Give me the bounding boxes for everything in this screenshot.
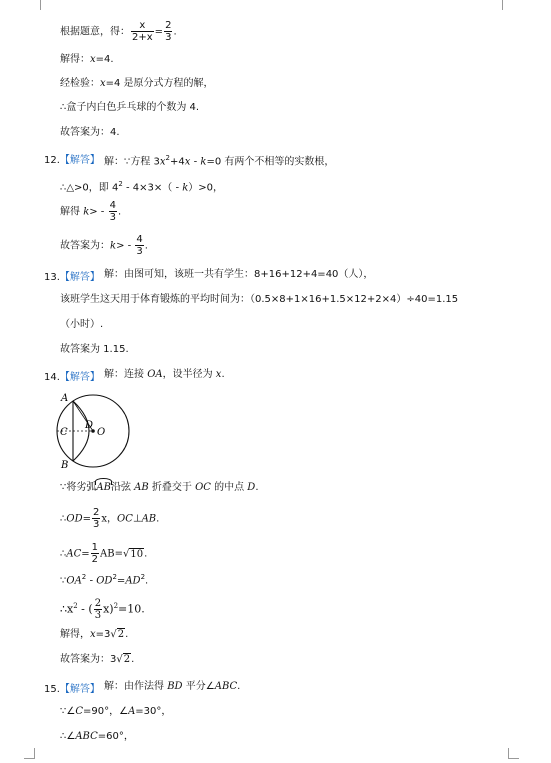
- fraction-2-over-3: $\frac{2}{3}$: [165, 20, 172, 43]
- answer-tag: 【解答】: [59, 155, 100, 166]
- q13-answer: 故答案为 1.15.: [60, 344, 129, 355]
- line-answer: 故答案为：4.: [60, 127, 120, 138]
- fraction-4-over-3: $\frac{4}{3}$: [109, 200, 116, 223]
- q12-answer: 故答案为：k> - $\frac{4}{3}$ .: [60, 234, 148, 257]
- q14-line-2: ∵将劣弧AB沿弦 AB 折叠交于 OC 的中点 D.: [60, 482, 259, 493]
- q13-line-2: 该班学生这天用于体育锻炼的平均时间为：（0.5×8+1×16+1.5×12+2×4）÷40=1.15: [60, 294, 459, 305]
- q12-line-3: 解得 k> - $\frac{4}{3}$ .: [60, 200, 122, 223]
- line-equation-setup: 根据题意，得： $\frac{x}{2+x}$ = $\frac{2}{3}$ .: [60, 20, 177, 43]
- q14-answer: 故答案为：3√2.: [60, 654, 135, 665]
- arc-ab-symbol: AB: [96, 482, 111, 493]
- fraction-4-over-3-answer: $\frac{4}{3}$: [136, 234, 143, 257]
- q12-line-2: ∴△>0，即 $4^2 - 4\times 3\times( - k)>0$，: [60, 180, 224, 194]
- fraction-2-over-3-eq: $\frac{2}{3}$: [94, 598, 102, 621]
- crop-mark-bottom-left: [24, 748, 35, 759]
- q13-line-3: （小时）.: [60, 319, 104, 330]
- crop-mark-top-right: [502, 0, 513, 10]
- label-c: C: [60, 427, 68, 438]
- crop-mark-bottom-right: [508, 748, 519, 759]
- q14-line-1: 解：连接 OA，设半径为 x.: [104, 369, 225, 380]
- q14-line-3: ∴OD= $\frac{2}{3}$ x，OC⊥AB.: [60, 507, 160, 530]
- question-14-number: 14.【解答】: [44, 372, 100, 383]
- q15-line-1: 解：由作法得 BD 平分∠ABC.: [104, 681, 241, 692]
- label-o: O: [97, 427, 106, 438]
- crop-mark-top-left: [30, 0, 41, 10]
- line-check: 经检验：x=4 是原分式方程的解，: [60, 78, 214, 89]
- fraction-1-over-2: $\frac{1}{2}$: [91, 542, 99, 565]
- question-12-number: 12.【解答】: [44, 155, 100, 166]
- fraction-2-over-3-od: $\frac{2}{3}$: [92, 507, 100, 530]
- sqrt-10: 10: [130, 548, 144, 560]
- answer-tag: 【解答】: [59, 272, 100, 283]
- label-a: A: [61, 393, 69, 404]
- sqrt-2: 2: [117, 629, 125, 640]
- q14-line-5: $\because OA^2 - OD^2=AD^2$.: [60, 573, 149, 587]
- q14-line-4: ∴AC= $\frac{1}{2}$ AB=√10.: [60, 542, 148, 565]
- circle-geometry-figure: [55, 388, 140, 473]
- line-conclusion: ∴盒子内白色乒乓球的个数为 4.: [60, 102, 200, 113]
- fraction-x-over-2plusx: $\frac{x}{2+x}$: [132, 20, 153, 43]
- answer-tag: 【解答】: [59, 684, 100, 695]
- q14-line-6: $\therefore x^2$ - ( $\frac{2}{3}$ x)$^2$=10.: [60, 598, 145, 621]
- question-13-number: 13.【解答】: [44, 272, 100, 283]
- answer-tag: 【解答】: [59, 372, 100, 383]
- line-solution: 解得：x=4.: [60, 54, 114, 65]
- sqrt-2-answer: 2: [123, 654, 131, 665]
- question-15-number: 15.【解答】: [44, 684, 100, 695]
- q15-line-3: ∴∠ABC=60°，: [60, 731, 134, 742]
- label-b: B: [61, 460, 69, 471]
- q12-line-1: 解：∵方程 $3x^2+4x - k=0$ 有两个不相等的实数根，: [104, 154, 335, 168]
- q13-line-1: 解：由图可知，该班一共有学生：8+16+12+4=40（人），: [104, 269, 374, 280]
- q14-line-7: 解得，x=3√2.: [60, 629, 129, 640]
- q15-line-2: ∵∠C=90°，∠A=30°，: [60, 706, 172, 717]
- label-d: D: [85, 420, 94, 431]
